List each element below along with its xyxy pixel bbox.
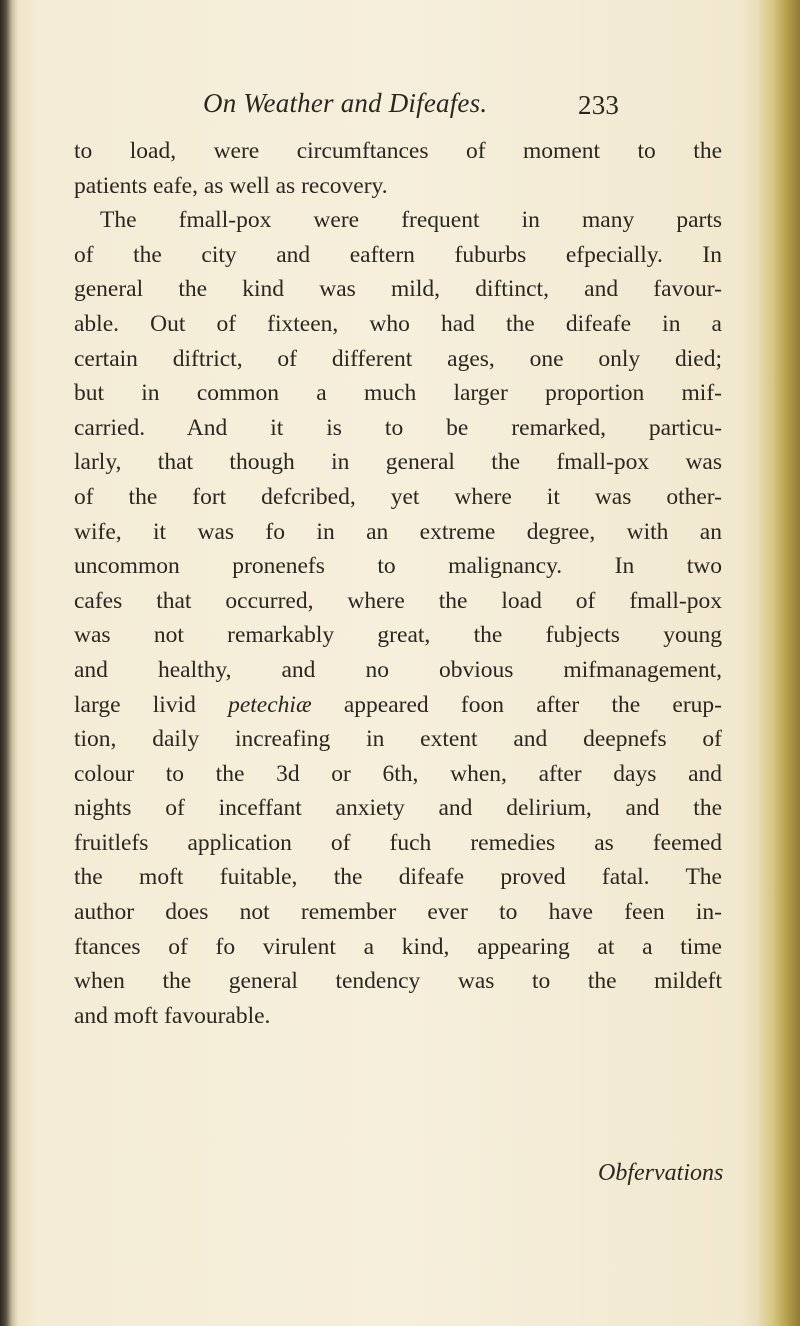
text-line: able. Out of fixteen, who had the difeafe in a	[74, 310, 722, 337]
text-line: colour to the 3d or 6th, when, after days and	[74, 760, 722, 787]
text-line: was not remarkably great, the fubjects young	[74, 622, 722, 649]
text-line: tion, daily increafing in extent and deepnefs of	[74, 726, 722, 753]
text-line: wife, it was fo in an extreme degree, with an	[74, 518, 722, 545]
running-head	[203, 88, 663, 128]
text-segment: appeared foon after the erup-	[311, 691, 722, 718]
page-binding-edge	[0, 0, 18, 1326]
text-line: and moft favourable.	[74, 1002, 271, 1029]
text-line: of the fort defcribed, yet where it was other-	[74, 483, 722, 510]
text-line: nights of inceffant anxiety and delirium, and the	[74, 795, 722, 822]
text-line: but in common a much larger proportion mif-	[74, 380, 722, 407]
italic-term: petechiæ	[228, 691, 312, 718]
text-line: cafes that occurred, where the load of fmall-pox	[74, 587, 722, 614]
text-line: of the city and eaftern fuburbs efpecially. In	[74, 241, 722, 268]
text-line: the moft fuitable, the difeafe proved fatal. The	[74, 864, 722, 891]
page-number: 233	[578, 90, 620, 120]
text-line: and healthy, and no obvious mifmanagement,	[74, 656, 722, 683]
text-line: general the kind was mild, diftinct, and favour-	[74, 276, 722, 303]
body-text	[74, 134, 722, 1033]
text-line: larly, that though in general the fmall-pox was	[74, 449, 722, 476]
text-line: uncommon pronenefs to malignancy. In two	[74, 553, 722, 580]
text-line: carried. And it is to be remarked, particu-	[74, 414, 722, 441]
text-line: ftances of fo virulent a kind, appearing at a time	[74, 933, 722, 960]
text-line: The fmall-pox were frequent in many parts	[100, 207, 722, 234]
text-line: to load, were circumftances of moment to the	[74, 138, 722, 164]
running-head-title: On Weather and Difeafes.	[203, 88, 488, 118]
text-line: certain diftrict, of different ages, one only died;	[74, 345, 722, 372]
text-line: when the general tendency was to the mildeft	[74, 968, 722, 995]
text-line: patients eafe, as well as recovery.	[74, 172, 388, 199]
text-line: fruitlefs application of fuch remedies as feemed	[74, 829, 722, 856]
page-outer-edge	[758, 0, 800, 1326]
text-line: author does not remember ever to have feen in-	[74, 899, 722, 926]
catchword: Obfervations	[598, 1160, 724, 1186]
text-line-petechiae	[74, 688, 722, 723]
text-segment: large livid	[74, 691, 229, 718]
